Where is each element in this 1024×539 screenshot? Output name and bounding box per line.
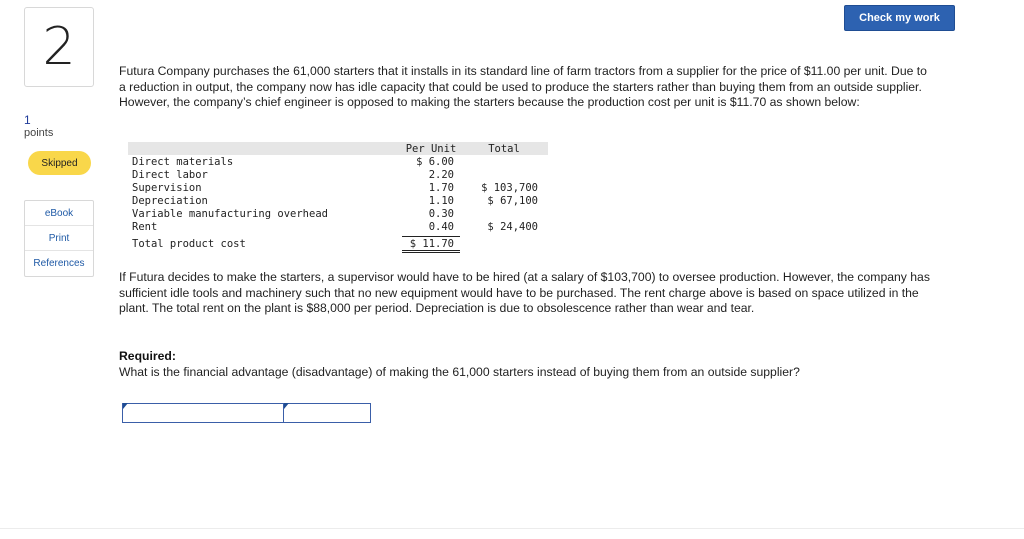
- answer-row: [122, 403, 371, 423]
- header-per-unit: Per Unit: [405, 143, 457, 155]
- flag-icon: [284, 403, 289, 409]
- row-label: Variable manufacturing overhead: [132, 208, 328, 220]
- question-number: 2: [24, 7, 94, 87]
- problem-intro: Futura Company purchases the 61,000 starters that it installs in its standard line of farm tractors from a supplier for the price of $11.00 per unit. Due to a reduction in output, the company now has idle capacity that could be used to produce the starters rather than buying them from an outside supplier. However, the company’s chief engineer is opposed to making the starters because the production cost per unit is $11.70 as shown below:: [119, 64, 927, 109]
- subtotal-rule: [402, 236, 460, 237]
- row-per-unit: 1.10: [428, 195, 454, 207]
- row-total: $ 24,400: [487, 221, 538, 233]
- row-label: Direct labor: [132, 169, 208, 181]
- row-total: $ 67,100: [487, 195, 538, 207]
- row-label: Direct materials: [132, 156, 234, 168]
- total-row-label: Total product cost: [132, 238, 246, 250]
- production-cost-table: [128, 142, 548, 254]
- points-label: points: [24, 127, 54, 139]
- row-per-unit: $ 6.00: [416, 156, 454, 168]
- ebook-link[interactable]: eBook: [25, 201, 93, 226]
- required-label: Required:: [119, 349, 176, 363]
- row-per-unit: 0.30: [428, 208, 454, 220]
- header-total: Total: [488, 143, 520, 155]
- points-value: 1: [24, 113, 31, 127]
- problem-paragraph-2: If Futura decides to make the starters, a supervisor would have to be hired (at a salary of $103,700) to oversee production. However, the company has sufficient idle tools and machinery such that no new equipment would have to be purchased. The rent charge above is based on space utilized in the plant. The total rent on the plant is $88,000 per period. Depreciation is due to obsolescence rather than wear and tear.: [119, 270, 930, 315]
- row-per-unit: 2.20: [428, 169, 454, 181]
- footer-divider: [0, 528, 1024, 529]
- required-question: What is the financial advantage (disadvantage) of making the 61,000 starters instead of buying them from an outside supplier?: [119, 365, 800, 379]
- check-my-work-button[interactable]: Check my work: [844, 5, 955, 31]
- total-row-per-unit: $ 11.70: [409, 238, 454, 250]
- row-label: Supervision: [132, 182, 202, 194]
- total-double-rule: [402, 250, 460, 253]
- answer-amount-input[interactable]: [283, 403, 371, 423]
- references-link[interactable]: References: [33, 258, 85, 269]
- row-per-unit: 1.70: [428, 182, 454, 194]
- row-total: $ 103,700: [481, 182, 538, 194]
- resource-links: [24, 200, 94, 277]
- row-per-unit: 0.40: [428, 221, 454, 233]
- answer-label-dropdown[interactable]: [122, 403, 284, 423]
- row-label: Rent: [132, 221, 158, 233]
- row-label: Depreciation: [132, 195, 208, 207]
- flag-icon: [123, 403, 128, 409]
- status-badge: Skipped: [28, 151, 91, 175]
- print-link[interactable]: Print: [25, 226, 93, 251]
